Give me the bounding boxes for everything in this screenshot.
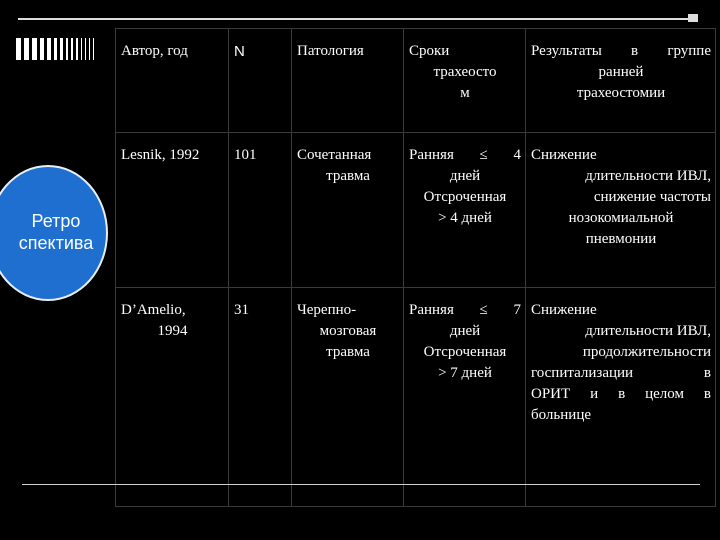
header-author: Автор, год [116,29,229,133]
decorative-bars [16,38,108,60]
row1-pathology: Сочетанная травма [292,133,404,288]
bottom-rule [22,484,700,485]
retrospective-label: Ретро спектива [18,211,94,253]
row2-n: 31 [229,288,292,507]
row1-timing: Ранняя ≤ 4 дней Отсроченная > 4 дней [404,133,526,288]
row2-timing: Ранняя ≤ 7 дней Отсроченная > 7 дней [404,288,526,507]
row1-n: 101 [229,133,292,288]
row2-author: D’Amelio, 1994 [116,288,229,507]
row1-results: Снижение длительности ИВЛ, снижение частоты нозокомиальной пневмонии [526,133,716,288]
header-pathology: Патология [292,29,404,133]
row1-author: Lesnik, 1992 [116,133,229,288]
header-n: N [229,29,292,133]
studies-table [115,28,716,507]
top-rule-cap [688,14,698,22]
row2-results: Снижение длительности ИВЛ, продолжительности госпитализации в ОРИТ и в целом в больнице [526,288,716,507]
header-results: Результаты в группе ранней трахеостомии [526,29,716,133]
table-row [116,288,716,507]
row2-pathology: Черепно- мозговая травма [292,288,404,507]
header-timing: Сроки трахеосто м [404,29,526,133]
top-rule [18,18,698,20]
table-row [116,133,716,288]
table-header-row [116,29,716,133]
